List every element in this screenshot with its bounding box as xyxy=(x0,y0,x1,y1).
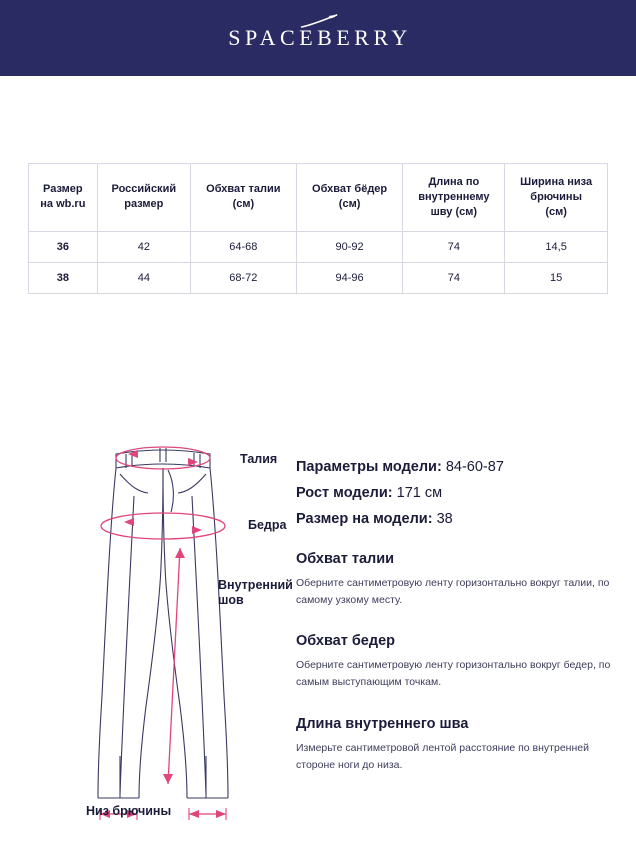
table-row xyxy=(29,262,608,293)
header-line: Ширина низа xyxy=(520,176,593,188)
label-waist: Талия xyxy=(240,451,278,466)
brand-logo xyxy=(224,25,412,51)
model-params-value: 84-60-87 xyxy=(445,458,504,475)
cell-wb-size: 38 xyxy=(29,262,98,293)
trousers-illustration xyxy=(28,426,296,826)
measurement-guide xyxy=(0,426,636,826)
label-inseam xyxy=(218,578,310,608)
model-height-label: Рост модели: xyxy=(296,484,393,501)
model-size xyxy=(296,511,614,527)
header-line: на wb.ru xyxy=(40,198,86,211)
instruction-text: Оберните сантиметровую ленту горизонтально вокруг талии, по самому узкому месту. xyxy=(296,576,610,606)
header-line: брючины xyxy=(530,190,582,203)
instruction-inseam xyxy=(296,716,614,775)
instruction-waist xyxy=(296,551,614,610)
instruction-title: Обхват бедер xyxy=(296,633,396,650)
label-hips: Бедра xyxy=(248,517,287,532)
header-line: Обхват талии xyxy=(206,183,281,196)
cell-leg-width: 15 xyxy=(505,262,608,293)
column-header-inseam xyxy=(403,164,505,232)
instruction-title: Длина внутреннего шва xyxy=(296,715,469,732)
table-header-row xyxy=(29,164,608,232)
size-table xyxy=(28,163,608,294)
cell-inseam: 74 xyxy=(403,231,505,262)
model-params xyxy=(296,459,614,475)
size-table-wrap xyxy=(28,163,608,294)
brand-name: SPACEBERRY xyxy=(228,25,412,50)
model-height-value: 171 см xyxy=(396,484,443,501)
cell-wb-size: 36 xyxy=(29,231,98,262)
cell-leg-width: 14,5 xyxy=(505,231,608,262)
label-inseam-line2: шов xyxy=(218,592,244,607)
model-height xyxy=(296,485,614,501)
label-inseam-line1: Внутренний xyxy=(218,577,293,592)
cell-ru-size: 42 xyxy=(97,231,190,262)
column-header-ru-size xyxy=(97,164,190,232)
instruction-text: Оберните сантиметровую ленту горизонтально вокруг бедер, по самым выступающим точкам. xyxy=(296,659,611,689)
cell-waist: 64-68 xyxy=(190,231,296,262)
header-line: Размер xyxy=(43,183,83,196)
header-line: Российский xyxy=(111,183,177,196)
header-line: шву (см) xyxy=(430,205,478,218)
header-line: (см) xyxy=(545,205,567,218)
cell-hips: 94-96 xyxy=(296,262,403,293)
guide-text-column xyxy=(296,426,614,826)
cell-ru-size: 44 xyxy=(97,262,190,293)
column-header-waist xyxy=(190,164,296,232)
column-header-leg-width xyxy=(505,164,608,232)
instruction-hips xyxy=(296,633,614,692)
instruction-text: Измерьте сантиметровой лентой расстояние по внутренней стороне ноги до низа. xyxy=(296,741,589,772)
instruction-title: Обхват талии xyxy=(296,550,395,567)
cell-waist: 68-72 xyxy=(190,262,296,293)
cell-hips: 90-92 xyxy=(296,231,403,262)
header-line: размер xyxy=(124,198,164,211)
label-leg-bottom: Низ брючины xyxy=(86,803,172,818)
header-line: Обхват бёдер xyxy=(312,183,388,196)
cell-inseam: 74 xyxy=(403,262,505,293)
header-line: (см) xyxy=(232,198,255,211)
table-row xyxy=(29,231,608,262)
model-params-label: Параметры модели: xyxy=(296,458,442,475)
header-line: внутреннему xyxy=(418,190,490,203)
header-line: (см) xyxy=(338,198,361,211)
model-size-label: Размер на модели: xyxy=(296,510,433,527)
model-size-value: 38 xyxy=(436,510,453,527)
swoosh-icon xyxy=(300,14,340,35)
column-header-hips xyxy=(296,164,403,232)
page-header xyxy=(0,0,636,76)
column-header-wb-size xyxy=(29,164,98,232)
header-line: Длина по xyxy=(428,176,480,188)
trousers-diagram-icon xyxy=(28,426,296,826)
